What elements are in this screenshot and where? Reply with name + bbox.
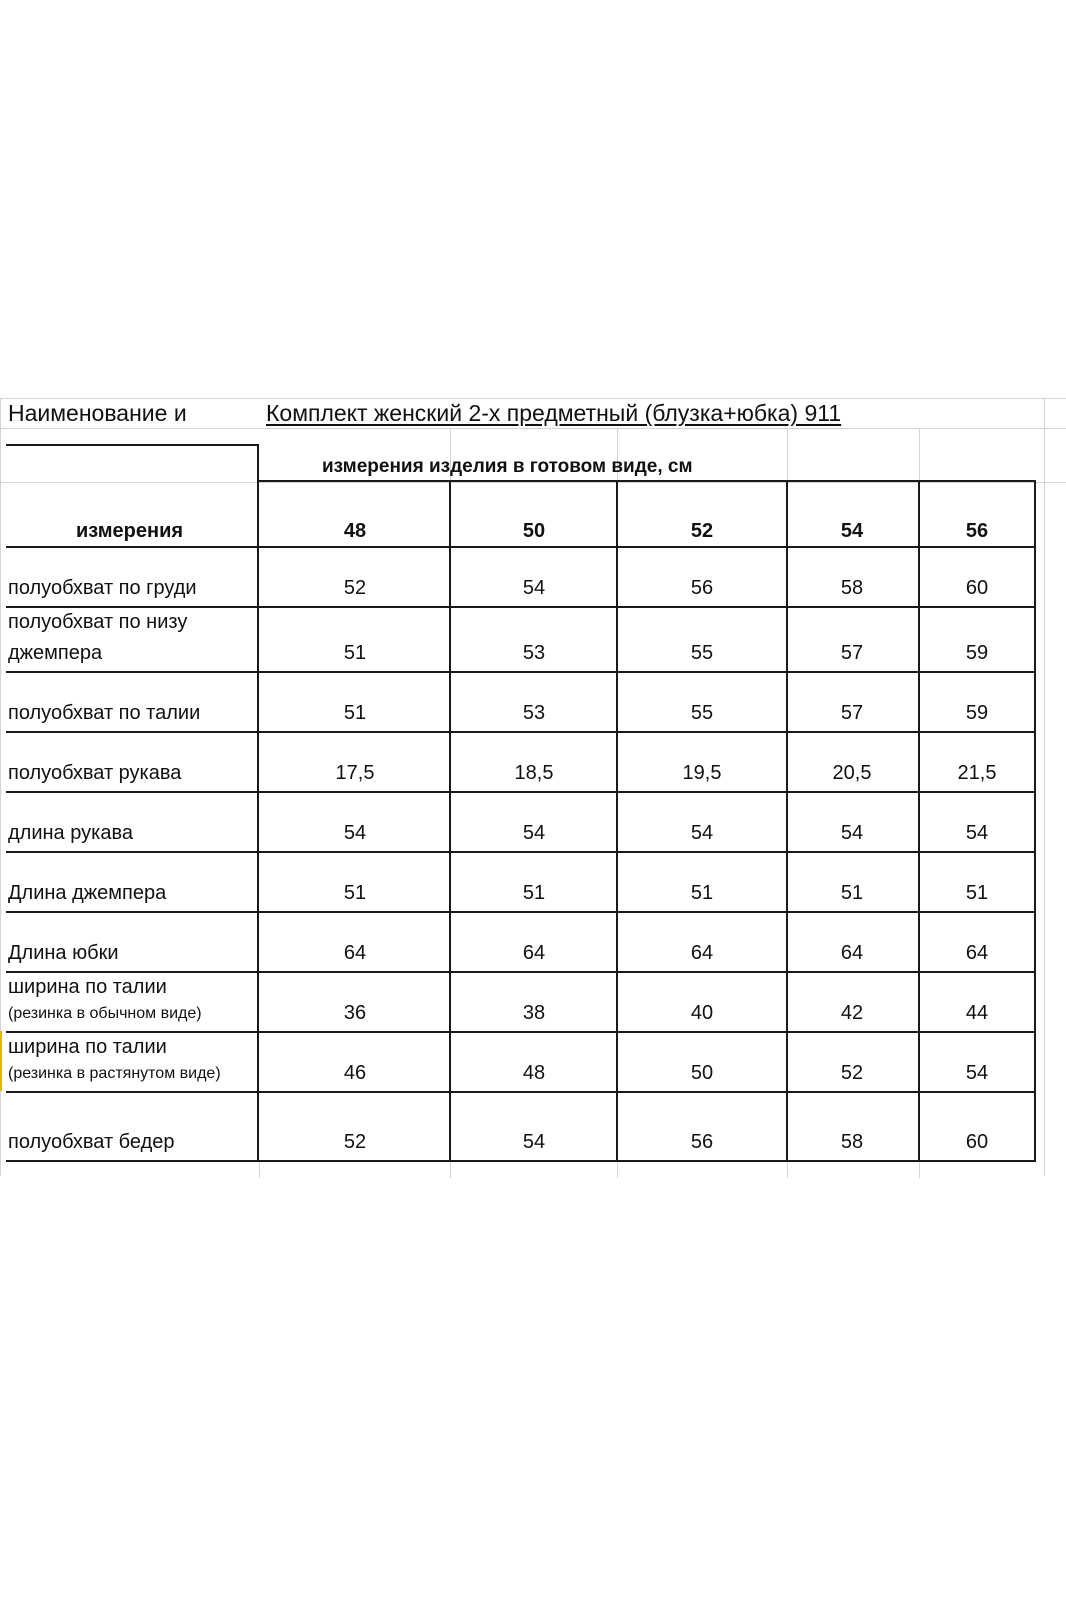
row-label-line-1: ширина по талии: [8, 1036, 167, 1058]
header-size-54: 54: [840, 520, 864, 542]
border-row-9: [6, 1091, 1036, 1093]
header-size-52: 52: [690, 520, 714, 542]
border-row-7: [6, 971, 1036, 973]
cell-value: 19,5: [682, 762, 722, 784]
border-label-col-right: [257, 444, 259, 1160]
border-header-top-left: [6, 444, 259, 446]
gridline-col-bottom-0: [259, 1160, 260, 1178]
cell-value: 51: [343, 702, 367, 724]
cell-value: 46: [343, 1062, 367, 1084]
border-row-4: [6, 791, 1036, 793]
header-size-50: 50: [522, 520, 546, 542]
cell-value: 55: [690, 702, 714, 724]
row-label-line-2: джемпера: [8, 642, 103, 664]
border-row-3: [6, 731, 1036, 733]
row-label: Длина джемпера: [8, 882, 167, 904]
cell-value: 51: [522, 882, 546, 904]
cell-value: 56: [690, 577, 714, 599]
header-size-48: 48: [343, 520, 367, 542]
document-title: Комплект женский 2-х предметный (блузка+юбка) 911: [266, 400, 842, 426]
cell-value: 18,5: [514, 762, 554, 784]
cell-value: 44: [965, 1002, 989, 1024]
cell-value: 20,5: [832, 762, 872, 784]
cell-value: 52: [840, 1062, 864, 1084]
cell-value: 59: [965, 642, 989, 664]
cell-value: 54: [840, 822, 864, 844]
cell-value: 50: [690, 1062, 714, 1084]
row-label-line-2: (резинка в растянутом виде): [8, 1065, 221, 1082]
cell-value: 54: [522, 577, 546, 599]
cell-value: 52: [343, 577, 367, 599]
cell-value: 53: [522, 642, 546, 664]
cell-value: 64: [840, 942, 864, 964]
cell-value: 56: [690, 1131, 714, 1153]
row-label: полуобхват по груди: [8, 577, 197, 599]
row-label: полуобхват рукава: [8, 762, 182, 784]
cell-value: 64: [965, 942, 989, 964]
cell-value: 57: [840, 702, 864, 724]
gridline-col-bottom-3: [787, 1160, 788, 1178]
cell-value: 52: [343, 1131, 367, 1153]
cell-value: 54: [965, 822, 989, 844]
border-row-0: [6, 546, 1036, 548]
cell-value: 54: [690, 822, 714, 844]
gridline-col-bottom-2: [617, 1160, 618, 1178]
row-label-line-1: ширина по талии: [8, 976, 167, 998]
cell-value: 51: [343, 882, 367, 904]
row-label: длина рукава: [8, 822, 133, 844]
border-col-2: [786, 480, 788, 1160]
cell-value: 57: [840, 642, 864, 664]
cell-value: 59: [965, 702, 989, 724]
cell-value: 53: [522, 702, 546, 724]
cell-value: 54: [522, 1131, 546, 1153]
cell-value: 64: [522, 942, 546, 964]
border-row-6: [6, 911, 1036, 913]
cell-value: 51: [965, 882, 989, 904]
cell-value: 58: [840, 577, 864, 599]
row-label-line-1: полуобхват по низу: [8, 611, 188, 633]
border-row-10: [6, 1160, 1036, 1162]
border-col-1: [616, 480, 618, 1160]
border-col-0: [449, 480, 451, 1160]
header-measurements: измерения: [76, 520, 184, 542]
cell-value: 51: [840, 882, 864, 904]
cell-value: 21,5: [957, 762, 997, 784]
border-table-right: [1034, 480, 1036, 1160]
gridline-row-sub: [0, 482, 1066, 483]
cell-value: 54: [522, 822, 546, 844]
cell-value: 48: [522, 1062, 546, 1084]
cell-value: 51: [343, 642, 367, 664]
cell-value: 51: [690, 882, 714, 904]
gridline-col-bottom-1: [450, 1160, 451, 1178]
row-label: полуобхват бедер: [8, 1131, 175, 1153]
cell-value: 42: [840, 1002, 864, 1024]
header-size-56: 56: [965, 520, 989, 542]
cell-value: 64: [343, 942, 367, 964]
row-label: полуобхват по талии: [8, 702, 201, 724]
cell-value: 55: [690, 642, 714, 664]
gridline-col-3: [919, 428, 920, 482]
cell-value: 58: [840, 1131, 864, 1153]
gridline-col-2: [787, 428, 788, 482]
cell-value: 54: [343, 822, 367, 844]
cell-value: 64: [690, 942, 714, 964]
cell-value: 54: [965, 1062, 989, 1084]
cell-value: 40: [690, 1002, 714, 1024]
row-label-line-2: (резинка в обычном виде): [8, 1005, 202, 1022]
border-col-3: [918, 480, 920, 1160]
cell-value: 36: [343, 1002, 367, 1024]
document-label: Наименование и: [8, 400, 187, 426]
gridline-col-bottom-4: [919, 1160, 920, 1178]
row-label: Длина юбки: [8, 942, 119, 964]
border-row-1: [6, 606, 1036, 608]
cell-value: 17,5: [335, 762, 375, 784]
size-chart-sheet: [0, 398, 1066, 1198]
border-row-8: [6, 1031, 1036, 1033]
border-row-5: [6, 851, 1036, 853]
border-row-2: [6, 671, 1036, 673]
cell-value: 60: [965, 1131, 989, 1153]
measurement-subheader: измерения изделия в готовом виде, см: [322, 456, 693, 477]
gridline-right: [1044, 398, 1045, 1176]
gridline-row-1: [0, 428, 1066, 429]
cell-value: 60: [965, 577, 989, 599]
cell-value: 38: [522, 1002, 546, 1024]
gridline-top: [0, 398, 1066, 399]
active-cell-marker: [0, 1031, 2, 1091]
